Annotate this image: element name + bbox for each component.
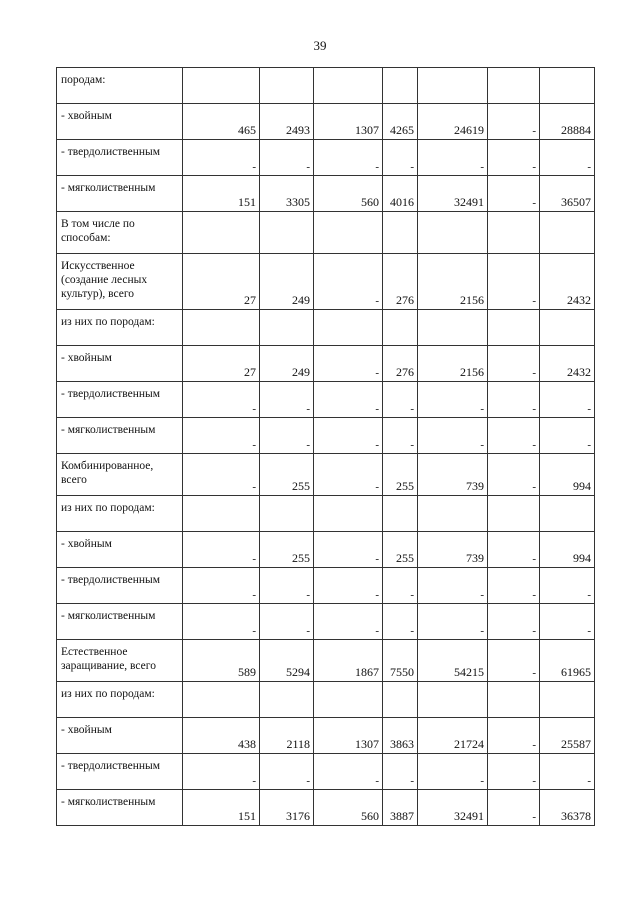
table-cell [418, 212, 488, 254]
table-cell: 25587 [540, 718, 595, 754]
table-cell [540, 682, 595, 718]
table-cell: - [260, 418, 314, 454]
table-cell: - [183, 532, 260, 568]
row-label: из них по породам: [57, 310, 183, 346]
table-cell: 61965 [540, 640, 595, 682]
table-cell: - [183, 754, 260, 790]
table-row [57, 640, 595, 682]
table-cell [488, 68, 540, 104]
table-cell: 589 [183, 640, 260, 682]
table-cell: - [540, 418, 595, 454]
table-cell: - [183, 454, 260, 496]
table-cell: - [488, 104, 540, 140]
table-cell: - [260, 140, 314, 176]
table-cell: - [540, 140, 595, 176]
table-cell: - [488, 346, 540, 382]
table-cell: - [540, 568, 595, 604]
table-row [57, 790, 595, 826]
table-row [57, 418, 595, 454]
table-cell: 151 [183, 176, 260, 212]
table-cell: - [314, 754, 383, 790]
table-row [57, 532, 595, 568]
table-cell: - [260, 382, 314, 418]
table-cell: 36507 [540, 176, 595, 212]
table-row [57, 310, 595, 346]
table-cell: 4016 [383, 176, 418, 212]
table-cell: - [183, 140, 260, 176]
table-cell: 438 [183, 718, 260, 754]
row-label: породам: [57, 68, 183, 104]
table-cell: - [488, 176, 540, 212]
table-cell: - [383, 382, 418, 418]
table-row [57, 254, 595, 310]
table-row [57, 604, 595, 640]
table-cell: - [314, 418, 383, 454]
table-cell: - [383, 568, 418, 604]
row-label: - мягколиственным [57, 176, 183, 212]
table-cell: 994 [540, 532, 595, 568]
table-row [57, 496, 595, 532]
table-cell: - [383, 754, 418, 790]
table-cell: 7550 [383, 640, 418, 682]
table-row [57, 212, 595, 254]
table-cell [260, 682, 314, 718]
table-cell: - [314, 568, 383, 604]
table-cell [183, 310, 260, 346]
table-cell: 21724 [418, 718, 488, 754]
table-cell: 1307 [314, 104, 383, 140]
table-cell: - [383, 604, 418, 640]
table-cell: 249 [260, 254, 314, 310]
table-cell: 28884 [540, 104, 595, 140]
table-cell [314, 212, 383, 254]
table-cell: 2156 [418, 254, 488, 310]
table-cell: 27 [183, 254, 260, 310]
table-cell [418, 310, 488, 346]
table-cell: - [488, 382, 540, 418]
table-cell [260, 68, 314, 104]
row-label: - мягколиственным [57, 418, 183, 454]
table-cell: - [260, 754, 314, 790]
table-cell [183, 496, 260, 532]
table-cell: - [488, 568, 540, 604]
table-cell: - [314, 454, 383, 496]
row-label: В том числе по способам: [57, 212, 183, 254]
table-cell: 27 [183, 346, 260, 382]
table-cell: - [540, 754, 595, 790]
table-cell [260, 496, 314, 532]
table-cell [418, 68, 488, 104]
row-label: - хвойным [57, 104, 183, 140]
table-cell: - [488, 640, 540, 682]
table-cell: - [383, 418, 418, 454]
table-cell: - [314, 382, 383, 418]
row-label: из них по породам: [57, 682, 183, 718]
table-cell: 3176 [260, 790, 314, 826]
table-cell [540, 212, 595, 254]
table-cell [383, 682, 418, 718]
row-label: - мягколиственным [57, 790, 183, 826]
table-cell: 5294 [260, 640, 314, 682]
table-cell: 255 [383, 532, 418, 568]
table-cell: 560 [314, 790, 383, 826]
row-label: Искусственное (создание лесных культур), всего [57, 254, 183, 310]
table-cell: 276 [383, 254, 418, 310]
table-cell: 151 [183, 790, 260, 826]
table-cell: - [488, 418, 540, 454]
table-cell [383, 496, 418, 532]
row-label: Естественное заращивание, всего [57, 640, 183, 682]
table-body [57, 68, 595, 826]
table-cell: 36378 [540, 790, 595, 826]
table-cell [488, 212, 540, 254]
table-row [57, 68, 595, 104]
table-cell: 255 [260, 532, 314, 568]
table-cell [488, 310, 540, 346]
table-cell [540, 310, 595, 346]
table-cell [314, 496, 383, 532]
forest-restoration-table [56, 67, 595, 826]
table-cell: 465 [183, 104, 260, 140]
table-cell: 739 [418, 532, 488, 568]
table-cell [383, 212, 418, 254]
table-cell [314, 682, 383, 718]
table-cell: 32491 [418, 790, 488, 826]
table-cell [540, 68, 595, 104]
table-row [57, 568, 595, 604]
table-cell: - [314, 532, 383, 568]
table-cell [418, 496, 488, 532]
table-cell: 2432 [540, 254, 595, 310]
table-cell [260, 212, 314, 254]
row-label: - хвойным [57, 532, 183, 568]
table-cell: - [314, 604, 383, 640]
table-cell: - [488, 454, 540, 496]
table-cell: - [314, 140, 383, 176]
table-cell: - [260, 604, 314, 640]
table-cell: 2493 [260, 104, 314, 140]
table-cell: - [488, 604, 540, 640]
table-cell: - [488, 790, 540, 826]
table-cell: 3305 [260, 176, 314, 212]
table-cell: 2156 [418, 346, 488, 382]
table-cell: 2432 [540, 346, 595, 382]
table-row [57, 718, 595, 754]
table-cell: 3887 [383, 790, 418, 826]
table-cell: 560 [314, 176, 383, 212]
table-row [57, 346, 595, 382]
page-number: 39 [313, 38, 327, 53]
table-cell [418, 682, 488, 718]
table-cell: - [314, 254, 383, 310]
table-cell [183, 682, 260, 718]
table-row [57, 104, 595, 140]
table-cell [488, 682, 540, 718]
table-cell [314, 310, 383, 346]
table-cell: - [488, 140, 540, 176]
table-cell: - [488, 718, 540, 754]
table-cell: 4265 [383, 104, 418, 140]
table-cell [183, 68, 260, 104]
table-cell: - [418, 140, 488, 176]
table-cell: - [488, 532, 540, 568]
row-label: - хвойным [57, 718, 183, 754]
row-label: - твердолиственным [57, 382, 183, 418]
table-row [57, 140, 595, 176]
table-cell: - [418, 418, 488, 454]
table-cell: - [418, 568, 488, 604]
table-cell: - [183, 604, 260, 640]
table-cell [488, 496, 540, 532]
table-cell: 255 [383, 454, 418, 496]
table-cell: 1307 [314, 718, 383, 754]
row-label: - хвойным [57, 346, 183, 382]
row-label: - твердолиственным [57, 754, 183, 790]
row-label: - твердолиственным [57, 140, 183, 176]
table-cell: - [383, 140, 418, 176]
table-cell: - [488, 254, 540, 310]
table-cell: - [418, 382, 488, 418]
table-row [57, 682, 595, 718]
table-cell [183, 212, 260, 254]
table-cell: - [183, 568, 260, 604]
table-cell: - [418, 604, 488, 640]
row-label: - твердолиственным [57, 568, 183, 604]
table-cell: 24619 [418, 104, 488, 140]
table-row [57, 454, 595, 496]
table-cell: - [488, 754, 540, 790]
table-cell [260, 310, 314, 346]
table-cell: - [540, 604, 595, 640]
table-cell: 2118 [260, 718, 314, 754]
table-cell: 276 [383, 346, 418, 382]
table-cell: 3863 [383, 718, 418, 754]
table-cell: - [183, 418, 260, 454]
table-cell: 1867 [314, 640, 383, 682]
table-cell: - [183, 382, 260, 418]
table-cell [540, 496, 595, 532]
table-cell: 739 [418, 454, 488, 496]
table-cell: 994 [540, 454, 595, 496]
table-cell: 249 [260, 346, 314, 382]
table-cell: - [314, 346, 383, 382]
table-cell: 255 [260, 454, 314, 496]
table-cell [314, 68, 383, 104]
row-label: - мягколиственным [57, 604, 183, 640]
row-label: Комбинированное, всего [57, 454, 183, 496]
table-cell: - [540, 382, 595, 418]
table-row [57, 382, 595, 418]
table-cell: - [418, 754, 488, 790]
table-cell [383, 68, 418, 104]
row-label: из них по породам: [57, 496, 183, 532]
table-cell [383, 310, 418, 346]
table-cell: 54215 [418, 640, 488, 682]
table-row [57, 176, 595, 212]
table-cell: 32491 [418, 176, 488, 212]
table-row [57, 754, 595, 790]
table-cell: - [260, 568, 314, 604]
